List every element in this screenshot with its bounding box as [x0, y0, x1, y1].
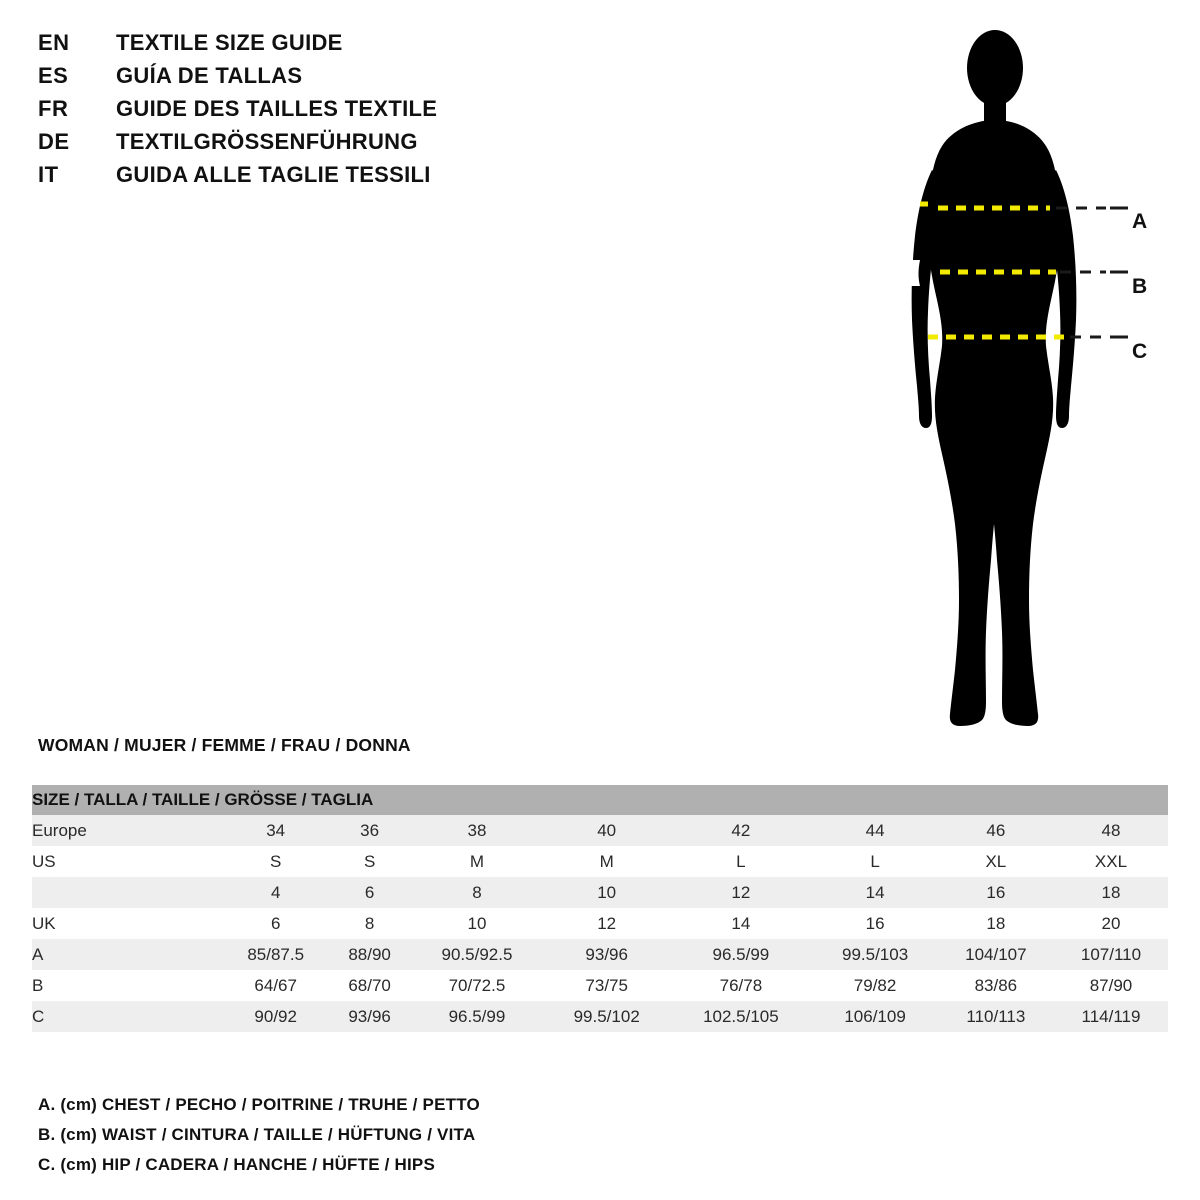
- row-label: Europe: [32, 815, 222, 846]
- table-cell: 76/78: [669, 970, 812, 1001]
- table-cell: 114/119: [1054, 1001, 1168, 1032]
- table-cell: 70/72.5: [410, 970, 544, 1001]
- table-row: [32, 877, 1168, 908]
- table-cell: L: [669, 846, 812, 877]
- table-cell: 90/92: [222, 1001, 329, 1032]
- row-label: B: [32, 970, 222, 1001]
- table-row: [32, 939, 1168, 970]
- table-cell: S: [329, 846, 410, 877]
- row-label: A: [32, 939, 222, 970]
- table-cell: 4: [222, 877, 329, 908]
- table-cell: 96.5/99: [669, 939, 812, 970]
- table-cell: 106/109: [812, 1001, 937, 1032]
- footnote-hip: C. (cm) HIP / CADERA / HANCHE / HÜFTE / HIPS: [38, 1155, 436, 1174]
- table-cell: 73/75: [544, 970, 669, 1001]
- table-cell: 64/67: [222, 970, 329, 1001]
- woman-silhouette-icon: [860, 20, 1190, 740]
- table-row: [32, 970, 1168, 1001]
- language-code: FR: [38, 96, 69, 121]
- section-title: WOMAN / MUJER / FEMME / FRAU / DONNA: [38, 735, 411, 755]
- row-label: US: [32, 846, 222, 877]
- table-cell: 34: [222, 815, 329, 846]
- measure-label-a: A: [1132, 210, 1148, 233]
- table-cell: L: [812, 846, 937, 877]
- language-title: TEXTILE SIZE GUIDE: [116, 30, 343, 55]
- language-title-list: [38, 30, 598, 195]
- table-cell: 102.5/105: [669, 1001, 812, 1032]
- language-row-it: [38, 162, 598, 195]
- footnote-list: [38, 1090, 838, 1180]
- language-code: ES: [38, 63, 69, 88]
- table-cell: 16: [812, 908, 937, 939]
- table-cell: 18: [1054, 877, 1168, 908]
- table-row: [32, 1001, 1168, 1032]
- row-label: [32, 877, 222, 908]
- language-row-en: [38, 30, 598, 63]
- footnote-waist: B. (cm) WAIST / CINTURA / TAILLE / HÜFTUNG / VITA: [38, 1125, 476, 1144]
- table-cell: 40: [544, 815, 669, 846]
- table-cell: 48: [1054, 815, 1168, 846]
- table-cell: 93/96: [544, 939, 669, 970]
- table-cell: 20: [1054, 908, 1168, 939]
- table-cell: 18: [938, 908, 1054, 939]
- language-code: IT: [38, 162, 59, 187]
- table-cell: 42: [669, 815, 812, 846]
- table-cell: XL: [938, 846, 1054, 877]
- language-code: EN: [38, 30, 70, 55]
- table-header-label: SIZE / TALLA / TAILLE / GRÖSSE / TAGLIA: [32, 785, 1168, 815]
- table-cell: 8: [410, 877, 544, 908]
- table-cell: 6: [222, 908, 329, 939]
- size-table: [32, 785, 1168, 1032]
- table-cell: 14: [812, 877, 937, 908]
- row-label: UK: [32, 908, 222, 939]
- table-cell: 85/87.5: [222, 939, 329, 970]
- woman-silhouette-figure: [860, 20, 1190, 740]
- table-cell: S: [222, 846, 329, 877]
- table-cell: 79/82: [812, 970, 937, 1001]
- language-title: GUIDE DES TAILLES TEXTILE: [116, 96, 438, 121]
- table-cell: 46: [938, 815, 1054, 846]
- language-code: DE: [38, 129, 70, 154]
- table-cell: 36: [329, 815, 410, 846]
- table-cell: XXL: [1054, 846, 1168, 877]
- footnote-chest: A. (cm) CHEST / PECHO / POITRINE / TRUHE / PETTO: [38, 1095, 480, 1114]
- table-cell: 99.5/103: [812, 939, 937, 970]
- table-row: [32, 908, 1168, 939]
- language-row-de: [38, 129, 598, 162]
- table-cell: 104/107: [938, 939, 1054, 970]
- table-cell: 10: [410, 908, 544, 939]
- measure-label-c: C: [1132, 340, 1148, 363]
- table-cell: 8: [329, 908, 410, 939]
- table-cell: 96.5/99: [410, 1001, 544, 1032]
- language-row-fr: [38, 96, 598, 129]
- table-cell: 12: [669, 877, 812, 908]
- language-row-es: [38, 63, 598, 96]
- table-cell: 87/90: [1054, 970, 1168, 1001]
- table-header-row: [32, 785, 1168, 815]
- table-cell: 68/70: [329, 970, 410, 1001]
- table-cell: 88/90: [329, 939, 410, 970]
- table-cell: 99.5/102: [544, 1001, 669, 1032]
- language-title: GUÍA DE TALLAS: [116, 63, 303, 88]
- measure-label-b: B: [1132, 275, 1148, 298]
- table-cell: M: [544, 846, 669, 877]
- table-cell: 38: [410, 815, 544, 846]
- table-cell: 10: [544, 877, 669, 908]
- table-cell: 83/86: [938, 970, 1054, 1001]
- table-row: [32, 815, 1168, 846]
- table-row: [32, 846, 1168, 877]
- table-cell: 107/110: [1054, 939, 1168, 970]
- table-cell: 14: [669, 908, 812, 939]
- table-cell: 90.5/92.5: [410, 939, 544, 970]
- language-title: GUIDA ALLE TAGLIE TESSILI: [116, 162, 431, 187]
- language-title: TEXTILGRÖSSENFÜHRUNG: [116, 129, 418, 154]
- table-cell: 44: [812, 815, 937, 846]
- table-cell: 93/96: [329, 1001, 410, 1032]
- table-cell: 12: [544, 908, 669, 939]
- row-label: C: [32, 1001, 222, 1032]
- table-cell: 6: [329, 877, 410, 908]
- table-cell: M: [410, 846, 544, 877]
- table-cell: 110/113: [938, 1001, 1054, 1032]
- table-cell: 16: [938, 877, 1054, 908]
